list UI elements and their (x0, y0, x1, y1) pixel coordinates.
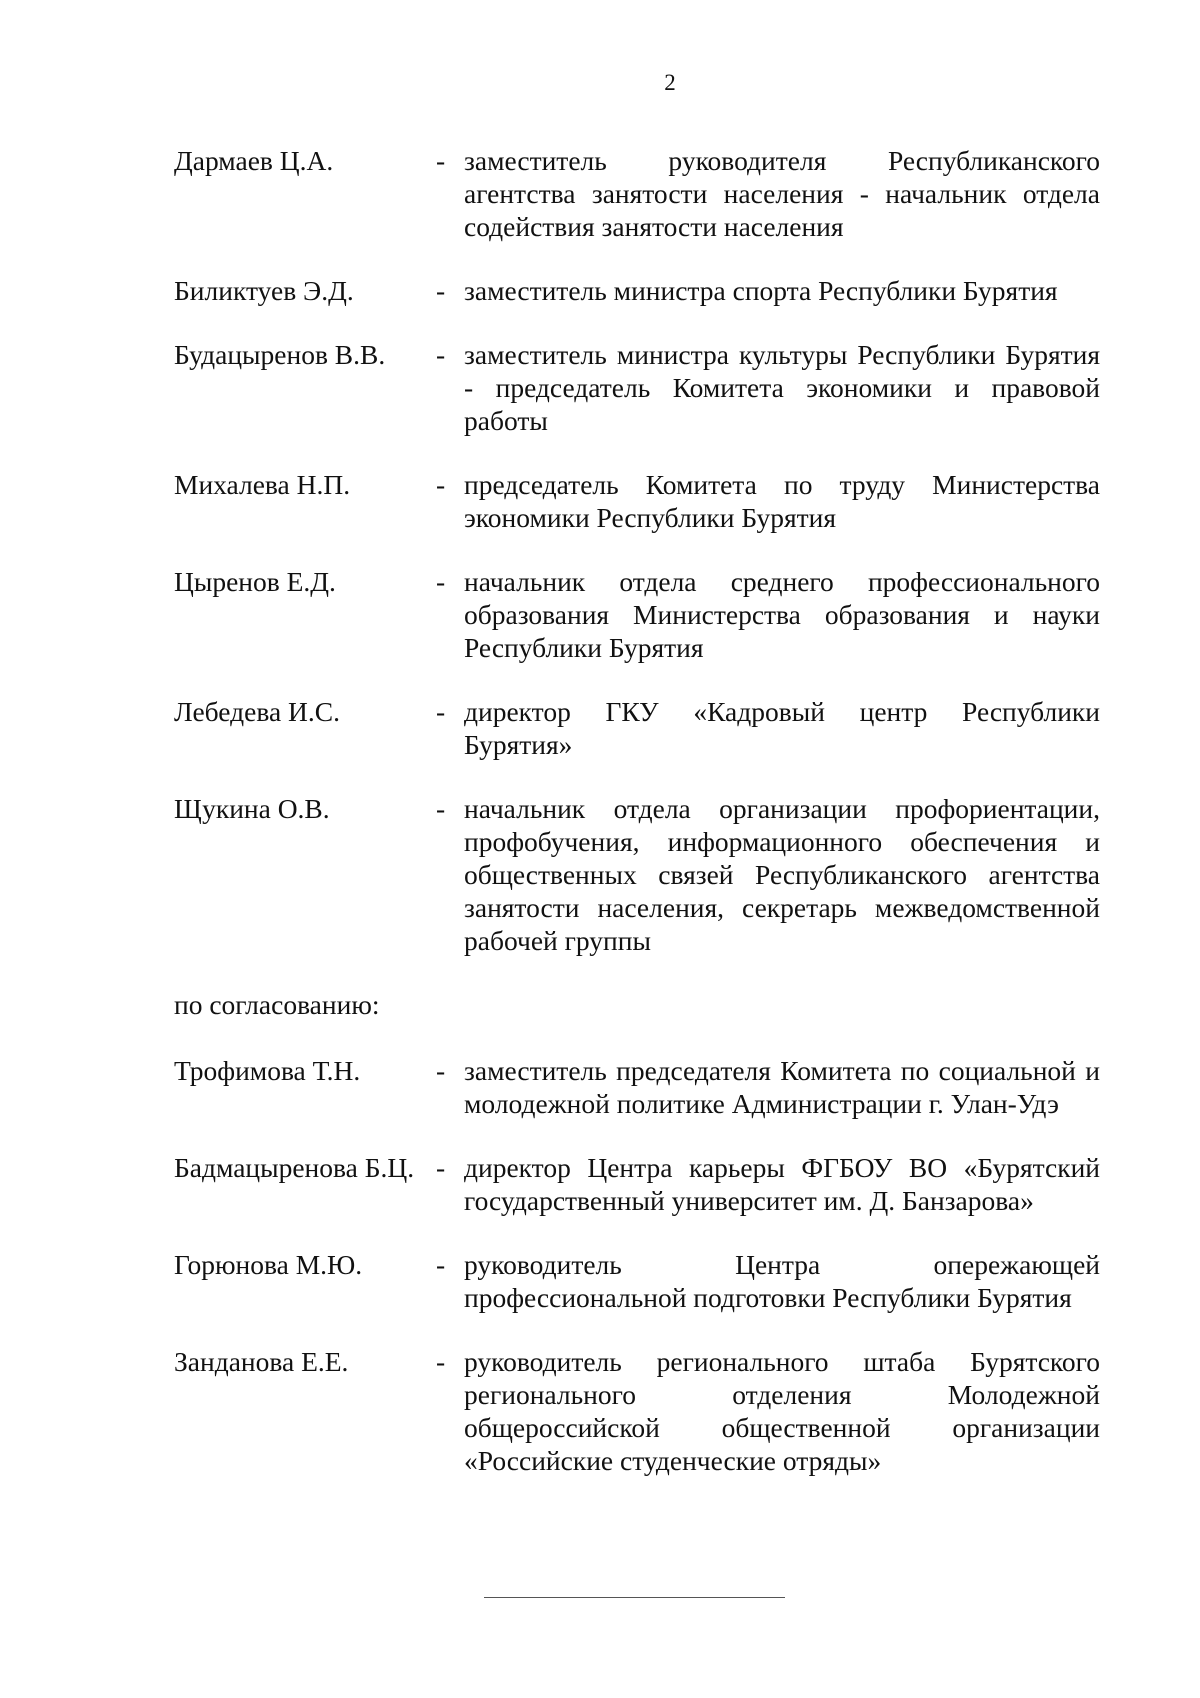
agreed-member-entry (174, 1248, 1100, 1314)
member-name: Занданова Е.Е. (174, 1346, 349, 1377)
member-name: Михалева Н.П. (174, 469, 351, 500)
member-dash: - (436, 1152, 446, 1183)
member-role: руководитель Центра опережающей профессиональной подготовки Республики Бурятия (464, 1249, 1100, 1313)
agreed-member-entry (174, 1345, 1100, 1477)
member-name: Щукина О.В. (174, 793, 330, 824)
member-role: начальник отдела среднего профессионального образования Министерства образования и науки Республики Бурятия (464, 566, 1100, 663)
agreed-member-entry (174, 1054, 1100, 1120)
member-name: Лебедева И.С. (174, 696, 340, 727)
member-name: Дармаев Ц.А. (174, 145, 334, 176)
member-entry (174, 695, 1100, 761)
member-role: председатель Комитета по труду Министерства экономики Республики Бурятия (464, 469, 1100, 533)
member-dash: - (436, 696, 446, 727)
member-role: начальник отдела организации профориентации, профобучения, информационного обеспечения и общественных связей Республиканского агентства занятости населения, секретарь межведомственной рабочей группы (464, 793, 1100, 956)
member-name: Цыренов Е.Д. (174, 566, 336, 597)
member-dash: - (436, 275, 446, 306)
agreed-member-entry (174, 1151, 1100, 1217)
member-entry (174, 468, 1100, 534)
member-name: Трофимова Т.Н. (174, 1055, 361, 1086)
member-dash: - (436, 793, 446, 824)
agreement-label: по согласованию: (174, 989, 380, 1020)
member-dash: - (436, 1249, 446, 1280)
member-role: заместитель председателя Комитета по социальной и молодежной политике Администрации г. Улан-Удэ (464, 1055, 1100, 1119)
member-dash: - (436, 339, 446, 370)
member-role: директор Центра карьеры ФГБОУ ВО «Бурятский государственный университет им. Д. Банзарова» (464, 1152, 1100, 1216)
member-list (174, 144, 1100, 1508)
member-dash: - (436, 1055, 446, 1086)
member-dash: - (436, 566, 446, 597)
member-dash: - (436, 145, 446, 176)
member-entry (174, 792, 1100, 957)
member-name: Бадмацыренова Б.Ц. (174, 1152, 415, 1183)
member-role: заместитель министра спорта Республики Бурятия (464, 275, 1058, 306)
member-entry (174, 338, 1100, 437)
member-role: заместитель министра культуры Республики Бурятия - председатель Комитета экономики и правовой работы (464, 339, 1100, 436)
member-role: директор ГКУ «Кадровый центр Республики Бурятия» (464, 696, 1100, 760)
member-name: Биликтуев Э.Д. (174, 275, 354, 306)
member-dash: - (436, 469, 446, 500)
member-entry (174, 565, 1100, 664)
member-role: заместитель руководителя Республиканского агентства занятости населения - начальник отдела содействия занятости населения (464, 145, 1100, 242)
member-role: руководитель регионального штаба Бурятского регионального отделения Молодежной общероссийской общественной организации «Российские студенческие отряды» (464, 1346, 1100, 1476)
footer-divider (484, 1597, 785, 1598)
member-name: Горюнова М.Ю. (174, 1249, 363, 1280)
member-name: Будацыренов В.В. (174, 339, 386, 370)
member-entry (174, 274, 1100, 307)
page-number: 2 (664, 70, 676, 95)
member-entry (174, 144, 1100, 243)
member-dash: - (436, 1346, 446, 1377)
